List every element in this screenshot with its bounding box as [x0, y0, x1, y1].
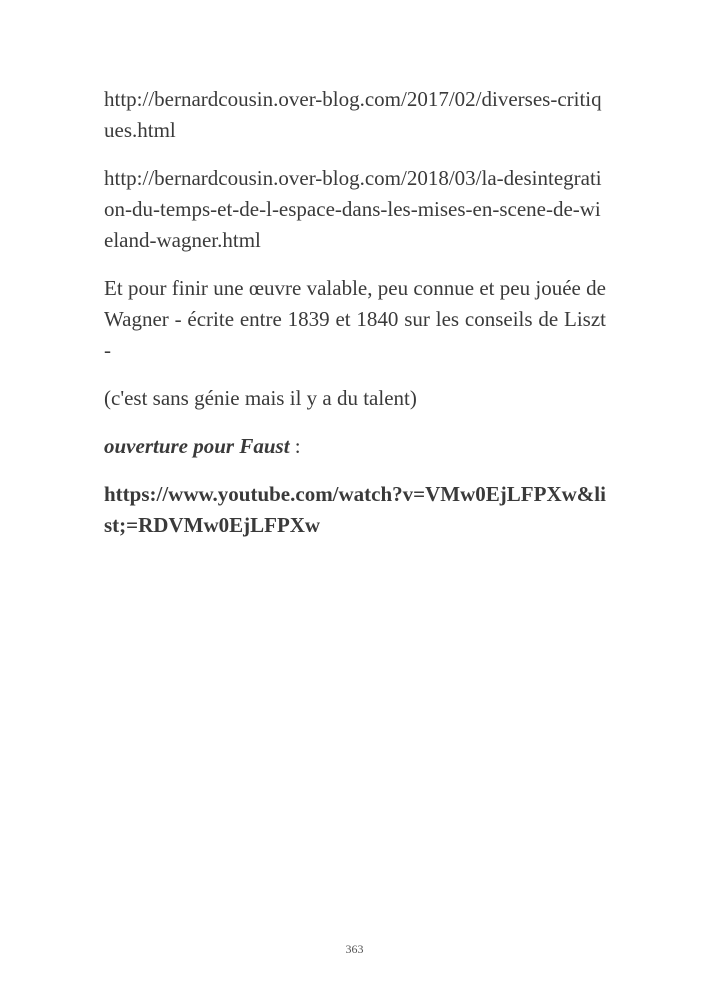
page-number: 363 [345, 942, 364, 956]
work-title-line [104, 431, 606, 462]
youtube-link[interactable]: https://www.youtube.com/watch?v=VMw0EjLFPXw&list;=RDVMw0EjLFPXw [104, 482, 606, 537]
blog-link-diverses-critiques[interactable]: http://bernardcousin.over-blog.com/2017/02/diverses-critiques.html [104, 87, 602, 142]
blog-link-desintegration[interactable]: http://bernardcousin.over-blog.com/2018/03/la-desintegration-du-temps-et-de-l-espace-dans-les-mises-en-scene-de-wieland-wagner.html [104, 166, 602, 252]
body-paragraph: Et pour finir une œuvre valable, peu connue et peu jouée de Wagner - écrite entre 1839 et 1840 sur les conseils de Liszt - [104, 276, 606, 362]
aside-remark: (c'est sans génie mais il y a du talent) [104, 386, 417, 410]
page-content [104, 84, 606, 541]
work-title: ouverture pour Faust [104, 434, 290, 458]
work-title-colon: : [289, 434, 301, 458]
